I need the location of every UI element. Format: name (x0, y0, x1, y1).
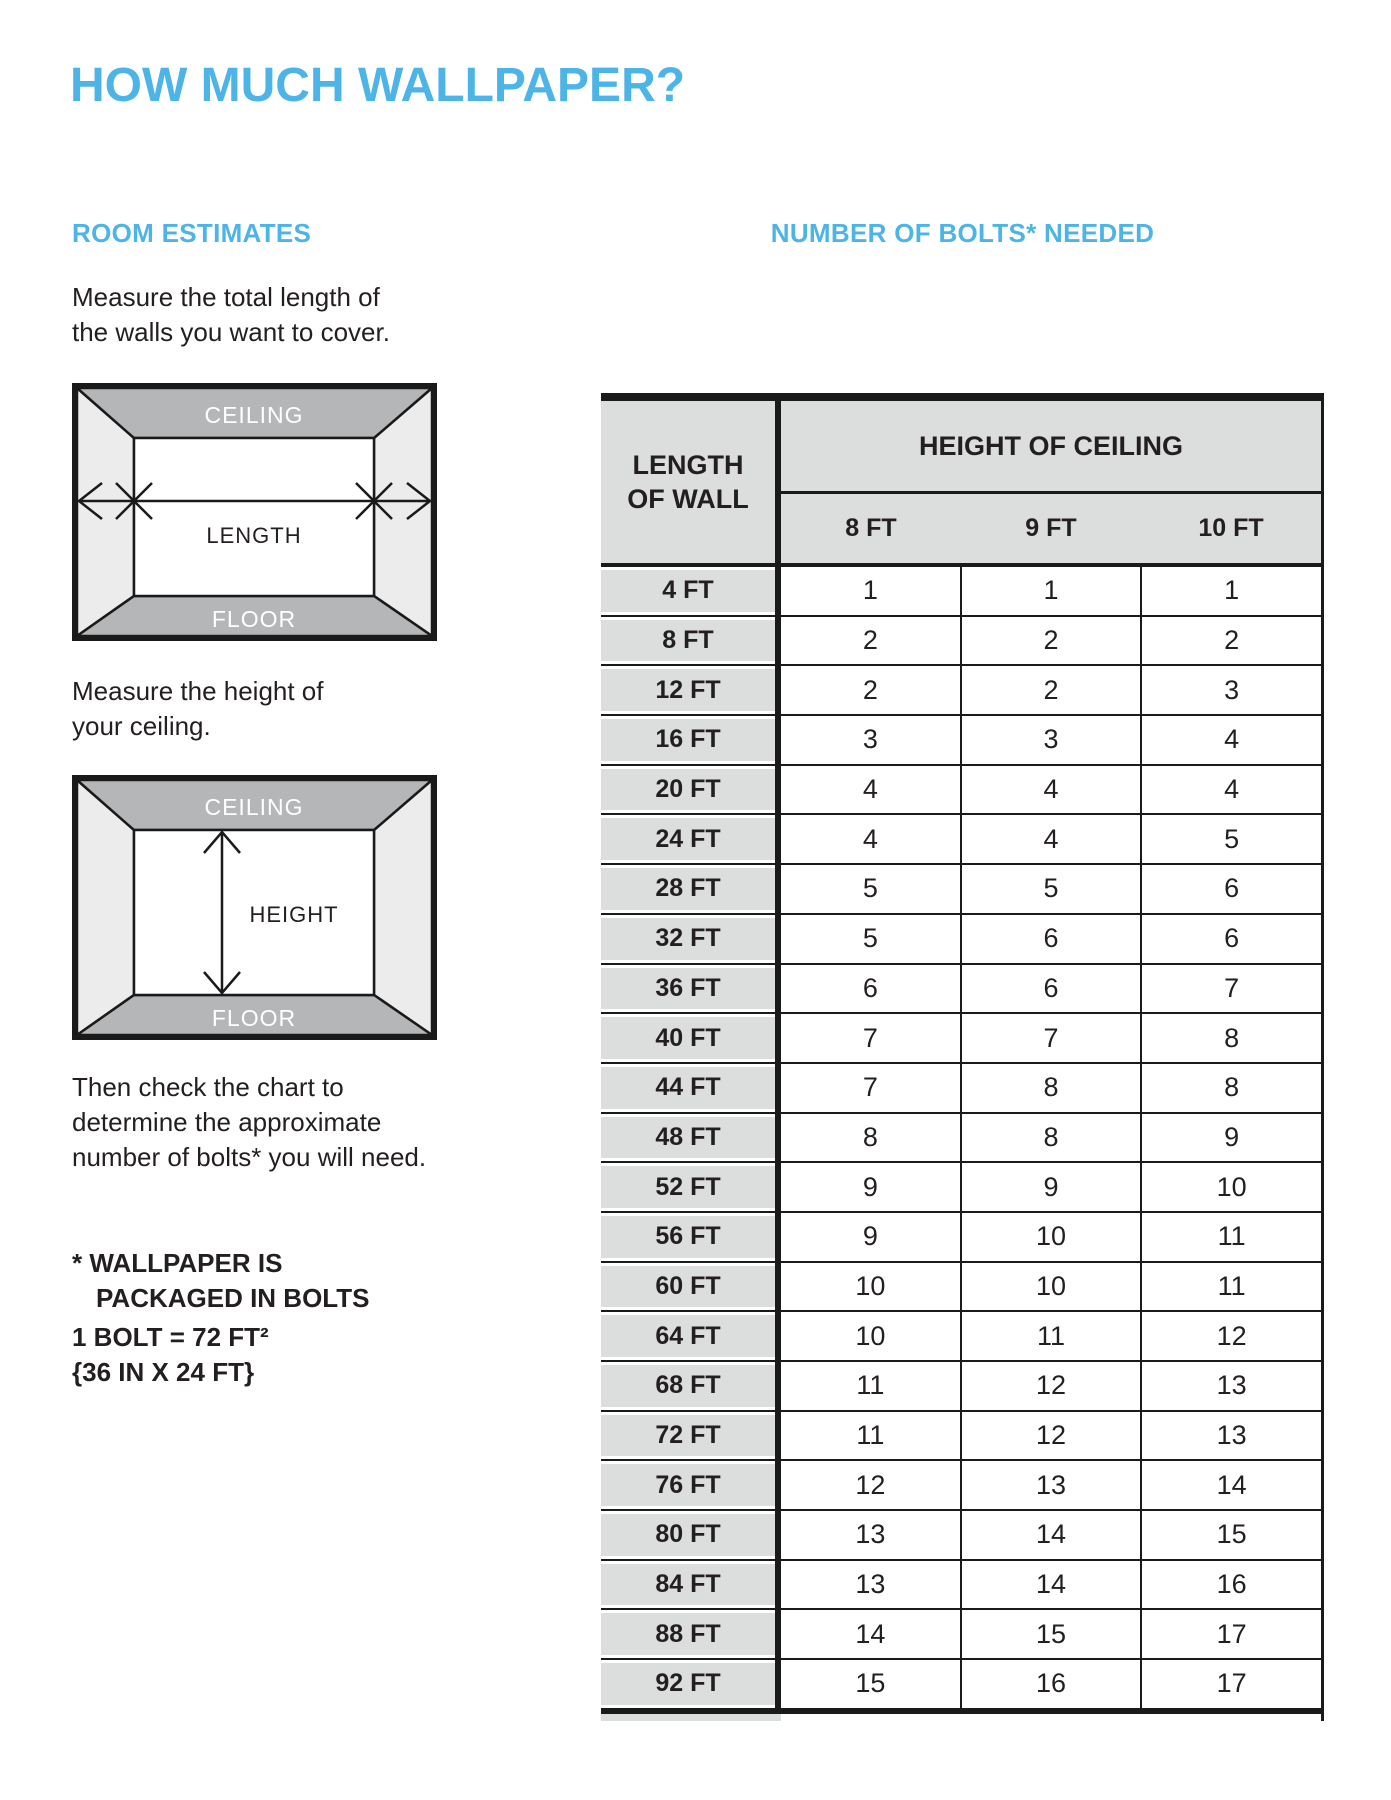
bolt-count-cell: 9 (781, 1213, 960, 1261)
bolt-count-cell: 15 (1140, 1511, 1321, 1559)
bolt-count-cell: 4 (1140, 716, 1321, 764)
table-row (601, 617, 1321, 667)
wall-length-label: 68 FT (601, 1362, 781, 1410)
wall-length-label: 28 FT (601, 865, 781, 913)
bolt-count-cell: 9 (781, 1163, 960, 1211)
bolt-count-cell: 12 (960, 1362, 1141, 1410)
instruction-line: your ceiling. (72, 711, 211, 741)
table-header (601, 401, 1321, 563)
bolt-eq-line: {36 IN X 24 FT} (72, 1357, 255, 1387)
table-row (601, 567, 1321, 617)
bolt-count-cell: 7 (960, 1014, 1141, 1062)
instruction-line: number of bolts* you will need. (72, 1142, 427, 1172)
bolt-count-cell: 16 (960, 1660, 1141, 1708)
bolt-count-cell: 2 (960, 617, 1141, 665)
bolt-count-cell: 4 (960, 815, 1141, 863)
bolt-count-cell: 8 (960, 1064, 1141, 1112)
bolts-needed-heading: NUMBER OF BOLTS* NEEDED (770, 218, 1155, 248)
instruction-line: Measure the total length of (72, 282, 380, 312)
wall-length-label: 84 FT (601, 1561, 781, 1609)
ceiling-height-subheaders (781, 494, 1321, 563)
page-title: HOW MUCH WALLPAPER? (70, 59, 686, 112)
bolt-count-cell: 14 (1140, 1461, 1321, 1509)
wallpaper-bolts-footnote (72, 1246, 369, 1316)
room-estimates-heading: ROOM ESTIMATES (72, 218, 312, 248)
height-label: HEIGHT (249, 902, 339, 927)
bolt-equivalence-note (72, 1320, 269, 1390)
bolt-count-cell: 14 (781, 1610, 960, 1658)
bolts-table (601, 393, 1324, 1721)
table-row (601, 1412, 1321, 1462)
column-header-9ft: 9 FT (1025, 514, 1077, 542)
wall-length-label: 64 FT (601, 1312, 781, 1360)
table-row (601, 1610, 1321, 1660)
bolt-count-cell: 5 (781, 865, 960, 913)
bolt-count-cell: 8 (1140, 1064, 1321, 1112)
bolt-count-cell: 5 (781, 915, 960, 963)
bolt-count-cell: 13 (960, 1461, 1141, 1509)
bolt-count-cell: 7 (781, 1064, 960, 1112)
bolt-count-cell: 4 (781, 815, 960, 863)
bolt-count-cell: 6 (960, 965, 1141, 1013)
wall-length-label: 52 FT (601, 1163, 781, 1211)
bolt-count-cell: 4 (781, 766, 960, 814)
instruction-check-chart (72, 1070, 426, 1175)
floor-label: FLOOR (211, 606, 297, 632)
bolt-count-cell: 10 (781, 1263, 960, 1311)
bolt-count-cell: 2 (781, 617, 960, 665)
bolt-count-cell: 6 (1140, 865, 1321, 913)
table-top-border (601, 393, 1321, 401)
length-label: LENGTH (206, 523, 302, 548)
instruction-line: Then check the chart to (72, 1072, 344, 1102)
length-of-wall-header-line: OF WALL (627, 484, 749, 514)
wall-length-label: 76 FT (601, 1461, 781, 1509)
ceiling-label: CEILING (204, 402, 304, 428)
column-header-8ft: 8 FT (845, 514, 897, 542)
bolt-count-cell: 3 (1140, 666, 1321, 714)
wall-length-label: 4 FT (601, 567, 781, 615)
length-of-wall-header-line: LENGTH (632, 450, 744, 480)
wall-length-label: 88 FT (601, 1610, 781, 1658)
wall-length-label: 36 FT (601, 965, 781, 1013)
table-row (601, 1213, 1321, 1263)
bolt-count-cell: 8 (1140, 1014, 1321, 1062)
table-row (601, 1064, 1321, 1114)
bolt-count-cell: 4 (960, 766, 1141, 814)
bolt-count-cell: 8 (781, 1114, 960, 1162)
ceiling-height-header-group (781, 401, 1321, 563)
bolt-count-cell: 1 (1140, 567, 1321, 615)
bolt-count-cell: 13 (781, 1561, 960, 1609)
bolt-count-cell: 6 (781, 965, 960, 1013)
bolt-count-cell: 12 (781, 1461, 960, 1509)
instruction-measure-length (72, 280, 390, 350)
bolt-eq-line: 1 BOLT = 72 FT² (72, 1322, 269, 1352)
bolt-count-cell: 5 (960, 865, 1141, 913)
table-row (601, 1461, 1321, 1511)
table-row (601, 1561, 1321, 1611)
table-row (601, 1362, 1321, 1412)
table-row (601, 865, 1321, 915)
footnote-line: * WALLPAPER IS (72, 1248, 283, 1278)
wall-length-label: 92 FT (601, 1660, 781, 1708)
table-row (601, 1163, 1321, 1213)
wall-length-label: 24 FT (601, 815, 781, 863)
bolt-count-cell: 10 (960, 1263, 1141, 1311)
bolt-count-cell: 13 (781, 1511, 960, 1559)
bolt-count-cell: 13 (1140, 1412, 1321, 1460)
bolt-count-cell: 3 (960, 716, 1141, 764)
bolt-count-cell: 15 (960, 1610, 1141, 1658)
wall-length-label: 20 FT (601, 766, 781, 814)
bolt-count-cell: 6 (1140, 915, 1321, 963)
table-row (601, 1660, 1321, 1708)
table-row (601, 716, 1321, 766)
bolt-count-cell: 4 (1140, 766, 1321, 814)
bolt-count-cell: 2 (960, 666, 1141, 714)
bolt-count-cell: 17 (1140, 1660, 1321, 1708)
bolt-count-cell: 11 (1140, 1213, 1321, 1261)
table-row (601, 1312, 1321, 1362)
bolt-count-cell: 16 (1140, 1561, 1321, 1609)
bolt-count-cell: 11 (1140, 1263, 1321, 1311)
bolt-count-cell: 10 (1140, 1163, 1321, 1211)
bolt-count-cell: 12 (1140, 1312, 1321, 1360)
bolt-count-cell: 7 (781, 1014, 960, 1062)
length-of-wall-header (601, 401, 781, 563)
wall-length-label: 12 FT (601, 666, 781, 714)
table-row (601, 666, 1321, 716)
back-wall (134, 438, 374, 596)
bolt-count-cell: 14 (960, 1511, 1141, 1559)
table-row (601, 1511, 1321, 1561)
bolt-count-cell: 7 (1140, 965, 1321, 1013)
room-height-diagram (72, 775, 437, 1040)
bolt-count-cell: 1 (960, 567, 1141, 615)
height-of-ceiling-header: HEIGHT OF CEILING (781, 401, 1321, 494)
bolt-count-cell: 3 (781, 716, 960, 764)
wall-length-label: 60 FT (601, 1263, 781, 1311)
wall-length-label: 48 FT (601, 1114, 781, 1162)
bolt-count-cell: 8 (960, 1114, 1141, 1162)
bolt-count-cell: 2 (1140, 617, 1321, 665)
table-cutoff-row-stub (601, 1714, 781, 1721)
bolt-count-cell: 11 (781, 1412, 960, 1460)
instruction-line: the walls you want to cover. (72, 317, 390, 347)
instruction-line: Measure the height of (72, 676, 324, 706)
bolt-table-rows (601, 567, 1321, 1708)
bolt-count-cell: 17 (1140, 1610, 1321, 1658)
instruction-measure-height (72, 674, 324, 744)
bolt-count-cell: 11 (960, 1312, 1141, 1360)
wall-length-label: 44 FT (601, 1064, 781, 1112)
wall-length-label: 16 FT (601, 716, 781, 764)
table-row (601, 915, 1321, 965)
table-row (601, 766, 1321, 816)
bolt-count-cell: 10 (781, 1312, 960, 1360)
ceiling-label: CEILING (204, 794, 304, 820)
wall-length-label: 32 FT (601, 915, 781, 963)
table-row (601, 965, 1321, 1015)
wall-length-label: 40 FT (601, 1014, 781, 1062)
bolt-count-cell: 6 (960, 915, 1141, 963)
table-row (601, 1263, 1321, 1313)
bolt-count-cell: 5 (1140, 815, 1321, 863)
bolt-count-cell: 2 (781, 666, 960, 714)
bolt-count-cell: 10 (960, 1213, 1141, 1261)
bolt-count-cell: 9 (1140, 1114, 1321, 1162)
instruction-line: determine the approximate (72, 1107, 382, 1137)
bolt-count-cell: 13 (1140, 1362, 1321, 1410)
column-header-10ft: 10 FT (1198, 514, 1264, 542)
footnote-line: PACKAGED IN BOLTS (96, 1283, 370, 1313)
bolt-count-cell: 14 (960, 1561, 1141, 1609)
wall-length-label: 80 FT (601, 1511, 781, 1559)
wall-length-label: 56 FT (601, 1213, 781, 1261)
bolt-count-cell: 12 (960, 1412, 1141, 1460)
room-length-diagram (72, 383, 437, 641)
bolt-count-cell: 15 (781, 1660, 960, 1708)
floor-label: FLOOR (211, 1005, 297, 1031)
table-row (601, 1114, 1321, 1164)
bolt-count-cell: 11 (781, 1362, 960, 1410)
table-row (601, 1014, 1321, 1064)
bolt-count-cell: 9 (960, 1163, 1141, 1211)
table-row (601, 815, 1321, 865)
bolt-count-cell: 1 (781, 567, 960, 615)
wall-length-label: 72 FT (601, 1412, 781, 1460)
wall-length-label: 8 FT (601, 617, 781, 665)
